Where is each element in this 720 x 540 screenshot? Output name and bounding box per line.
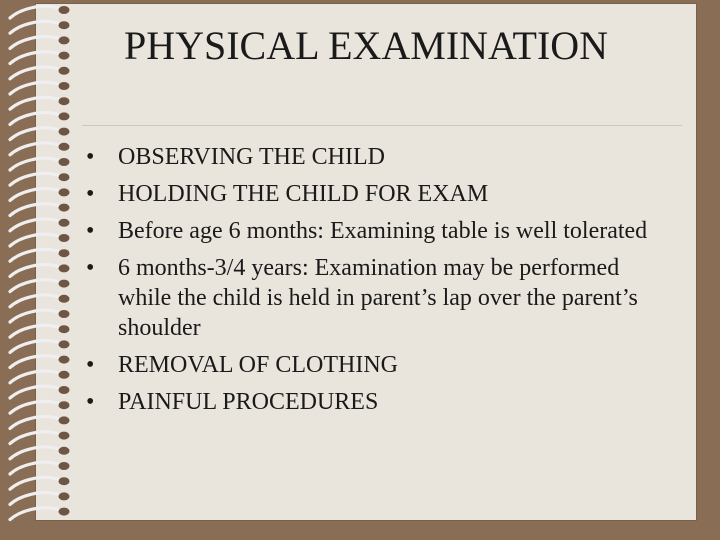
spiral-ring [10,113,58,125]
binding-hole [59,356,70,364]
binding-hole [59,508,70,516]
binding-hole [59,249,70,257]
binding-hole [59,82,70,90]
spiral-ring [10,401,58,413]
binding-hole [59,310,70,318]
spiral-ring [10,417,58,429]
slide-content [84,142,674,424]
bullet-dot: • [86,144,95,170]
bullet-text: PAINFUL PROCEDURES [118,389,379,415]
spiral-ring [10,295,58,307]
spiral-ring [10,173,58,185]
binding-hole [59,173,70,181]
spiral-ring [10,462,58,474]
binding-hole [59,97,70,105]
binding-hole [59,325,70,333]
bullet-text: HOLDING THE CHILD FOR EXAM [118,181,489,207]
bullet-text: Before age 6 months: Examining table is well tolerated [118,218,648,244]
spiral-ring [10,432,58,444]
binding-hole [59,432,70,440]
bullet-text: OBSERVING THE CHILD [118,144,385,170]
bullet-dot: • [86,181,95,207]
bullet-dot: • [86,352,95,378]
spiral-ring [10,356,58,368]
spiral-binding-icon [0,0,82,540]
spiral-ring [10,493,58,505]
bullet-dot: • [86,255,95,281]
bullet-text: REMOVAL OF CLOTHING [118,352,399,378]
binding-hole [59,462,70,470]
spiral-ring [10,97,58,109]
spiral-ring [10,6,58,18]
spiral-ring [10,325,58,337]
spiral-ring [10,371,58,383]
spiral-ring [10,477,58,489]
spiral-ring [10,143,58,155]
bullet-item-removal-of-clothing [84,350,674,380]
binding-hole [59,204,70,212]
binding-hole [59,67,70,75]
spiral-ring [10,204,58,216]
binding-hole [59,416,70,424]
binding-hole [59,158,70,166]
spiral-ring [10,219,58,231]
spiral-ring [10,280,58,292]
binding-hole [59,492,70,500]
spiral-ring [10,386,58,398]
binding-hole [59,477,70,485]
spiral-ring [10,249,58,261]
binding-hole [59,264,70,272]
title-divider [82,125,682,126]
bullet-item-observing [84,142,674,172]
bullet-list [84,142,674,417]
spiral-ring [10,265,58,277]
bullet-dot: • [86,389,95,415]
binding-hole [59,386,70,394]
binding-hole [59,280,70,288]
binding-hole [59,340,70,348]
binding-hole [59,128,70,136]
bullet-item-six-months [84,253,674,343]
spiral-ring [10,189,58,201]
binding-hole [59,401,70,409]
spiral-ring [10,67,58,79]
spiral-ring [10,128,58,140]
binding-hole [59,295,70,303]
bullet-text: 6 months-3/4 years: Examination may be performed while the child is held in parent’s lap over the parent’s shoulder [118,255,638,341]
binding-hole [59,143,70,151]
spiral-ring [10,310,58,322]
spiral-ring [10,82,58,94]
binding-hole [59,219,70,227]
binding-hole [59,112,70,120]
bullet-item-holding [84,179,674,209]
binding-hole [59,234,70,242]
binding-hole [59,188,70,196]
spiral-ring [10,508,58,520]
spiral-ring [10,341,58,353]
page-title: PHYSICAL EXAMINATION [123,23,609,68]
binding-hole [59,371,70,379]
bullet-item-before-six-months [84,216,674,246]
binding-hole [59,447,70,455]
spiral-ring [10,158,58,170]
bullet-item-painful-procedures [84,387,674,417]
spiral-ring [10,447,58,459]
bullet-dot: • [86,218,95,244]
binding-hole [59,6,70,14]
spiral-ring [10,234,58,246]
